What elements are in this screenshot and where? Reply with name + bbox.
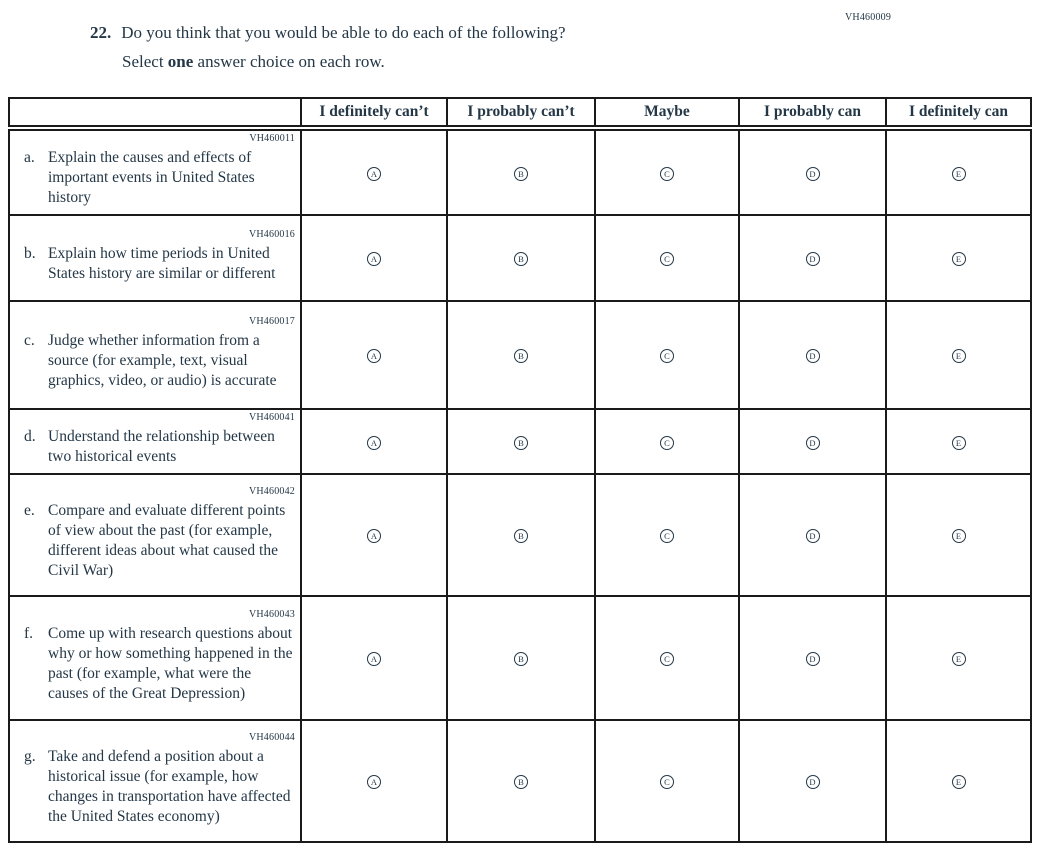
option-cell-c bbox=[595, 128, 739, 215]
table-row-f bbox=[9, 596, 1031, 720]
option-bubble-e[interactable]: E bbox=[952, 529, 966, 543]
option-cell-a bbox=[301, 474, 447, 596]
table-row-g bbox=[9, 720, 1031, 842]
item-letter: f. bbox=[24, 624, 34, 642]
option-bubble-b[interactable]: B bbox=[514, 167, 528, 181]
option-cell-e bbox=[886, 474, 1031, 596]
table-row-d bbox=[9, 409, 1031, 474]
item-text: Explain the causes and effects of important events in United States history bbox=[48, 149, 255, 206]
option-cell-b bbox=[447, 128, 595, 215]
item-letter: g. bbox=[24, 747, 36, 765]
item-letter: a. bbox=[24, 149, 35, 166]
row-label-cell bbox=[9, 474, 301, 596]
option-cell-e bbox=[886, 215, 1031, 301]
item-text: Take and defend a position about a historical issue (for example, how changes in transportation have affected the United States economy) bbox=[48, 747, 291, 825]
item-code: VH460043 bbox=[248, 608, 295, 620]
option-cell-c bbox=[595, 474, 739, 596]
item-text: Compare and evaluate different points of view about the past (for example, different ideas about what caused the Civil War) bbox=[48, 501, 286, 579]
table-row-e bbox=[9, 474, 1031, 596]
option-cell-e bbox=[886, 128, 1031, 215]
column-header-definitely-can: I definitely can bbox=[886, 98, 1031, 128]
option-bubble-c[interactable]: C bbox=[660, 775, 674, 789]
option-bubble-d[interactable]: D bbox=[806, 167, 820, 181]
option-cell-c bbox=[595, 596, 739, 720]
option-cell-a bbox=[301, 409, 447, 474]
row-label-cell bbox=[9, 409, 301, 474]
option-bubble-b[interactable]: B bbox=[514, 436, 528, 450]
question-stem bbox=[90, 23, 566, 43]
option-bubble-b[interactable]: B bbox=[514, 529, 528, 543]
row-label-cell bbox=[9, 596, 301, 720]
page-accession-code: VH460009 bbox=[845, 12, 892, 23]
option-cell-e bbox=[886, 720, 1031, 842]
option-cell-a bbox=[301, 215, 447, 301]
question-instruction bbox=[122, 52, 385, 72]
option-bubble-c[interactable]: C bbox=[660, 167, 674, 181]
option-cell-d bbox=[739, 409, 886, 474]
option-cell-d bbox=[739, 215, 886, 301]
table-row-a bbox=[9, 128, 1031, 215]
option-cell-e bbox=[886, 301, 1031, 409]
column-header-maybe: Maybe bbox=[595, 98, 739, 128]
item-code: VH460042 bbox=[248, 485, 295, 497]
item-letter: b. bbox=[24, 244, 36, 262]
option-cell-c bbox=[595, 409, 739, 474]
option-cell-a bbox=[301, 720, 447, 842]
option-bubble-d[interactable]: D bbox=[806, 775, 820, 789]
option-cell-b bbox=[447, 474, 595, 596]
option-cell-b bbox=[447, 409, 595, 474]
option-cell-d bbox=[739, 301, 886, 409]
option-bubble-d[interactable]: D bbox=[806, 349, 820, 363]
option-cell-a bbox=[301, 128, 447, 215]
option-cell-b bbox=[447, 215, 595, 301]
column-header-definitely-cant: I definitely can’t bbox=[301, 98, 447, 128]
table-row-b bbox=[9, 215, 1031, 301]
item-code: VH460011 bbox=[249, 133, 295, 144]
option-bubble-a[interactable]: A bbox=[367, 349, 381, 363]
option-bubble-c[interactable]: C bbox=[660, 436, 674, 450]
option-bubble-d[interactable]: D bbox=[806, 652, 820, 666]
option-bubble-a[interactable]: A bbox=[367, 167, 381, 181]
instruction-emphasis: one bbox=[167, 52, 194, 71]
row-label-cell bbox=[9, 215, 301, 301]
option-bubble-a[interactable]: A bbox=[367, 529, 381, 543]
option-bubble-a[interactable]: A bbox=[367, 436, 381, 450]
option-cell-b bbox=[447, 720, 595, 842]
item-text: Judge whether information from a source (for example, text, visual graphics, video, or audio) is accurate bbox=[48, 331, 277, 389]
option-bubble-d[interactable]: D bbox=[806, 529, 820, 543]
question-text: Do you think that you would be able to do each of the following? bbox=[121, 23, 566, 42]
option-cell-b bbox=[447, 301, 595, 409]
option-cell-d bbox=[739, 596, 886, 720]
option-bubble-e[interactable]: E bbox=[952, 436, 966, 450]
item-letter: e. bbox=[24, 501, 35, 519]
item-code: VH460041 bbox=[248, 412, 295, 423]
option-bubble-e[interactable]: E bbox=[952, 775, 966, 789]
option-bubble-b[interactable]: B bbox=[514, 252, 528, 266]
option-bubble-a[interactable]: A bbox=[367, 252, 381, 266]
option-bubble-b[interactable]: B bbox=[514, 349, 528, 363]
option-bubble-a[interactable]: A bbox=[367, 652, 381, 666]
column-header-probably-cant: I probably can’t bbox=[447, 98, 595, 128]
option-bubble-c[interactable]: C bbox=[660, 529, 674, 543]
option-bubble-e[interactable]: E bbox=[952, 349, 966, 363]
item-code: VH460016 bbox=[248, 228, 295, 240]
option-bubble-b[interactable]: B bbox=[514, 775, 528, 789]
header-row bbox=[9, 98, 1031, 128]
instruction-suffix: answer choice on each row. bbox=[193, 52, 385, 71]
item-text: Understand the relationship between two historical events bbox=[48, 428, 275, 465]
item-code: VH460044 bbox=[248, 731, 295, 743]
option-cell-c bbox=[595, 215, 739, 301]
option-cell-a bbox=[301, 301, 447, 409]
column-header-probably-can: I probably can bbox=[739, 98, 886, 128]
row-label-cell bbox=[9, 301, 301, 409]
option-cell-d bbox=[739, 720, 886, 842]
option-bubble-d[interactable]: D bbox=[806, 252, 820, 266]
item-text: Come up with research questions about why or how something happened in the past (for example, what were the causes of the Great Depression) bbox=[48, 624, 293, 702]
option-cell-a bbox=[301, 596, 447, 720]
option-cell-e bbox=[886, 596, 1031, 720]
question-number: 22. bbox=[90, 23, 112, 42]
instruction-prefix: Select bbox=[122, 52, 168, 71]
item-code: VH460017 bbox=[248, 315, 295, 327]
item-letter: c. bbox=[24, 331, 35, 349]
option-bubble-c[interactable]: C bbox=[660, 349, 674, 363]
option-bubble-a[interactable]: A bbox=[367, 775, 381, 789]
option-cell-b bbox=[447, 596, 595, 720]
option-bubble-e[interactable]: E bbox=[952, 652, 966, 666]
item-text: Explain how time periods in United States history are similar or different bbox=[48, 244, 276, 282]
option-cell-d bbox=[739, 128, 886, 215]
option-bubble-c[interactable]: C bbox=[660, 252, 674, 266]
option-bubble-b[interactable]: B bbox=[514, 652, 528, 666]
table-row-c bbox=[9, 301, 1031, 409]
option-bubble-e[interactable]: E bbox=[952, 252, 966, 266]
option-bubble-c[interactable]: C bbox=[660, 652, 674, 666]
header-stub-cell bbox=[9, 98, 301, 128]
item-letter: d. bbox=[24, 428, 36, 445]
row-label-cell bbox=[9, 720, 301, 842]
answer-matrix-table bbox=[8, 97, 1032, 843]
option-cell-d bbox=[739, 474, 886, 596]
option-bubble-e[interactable]: E bbox=[952, 167, 966, 181]
row-label-cell bbox=[9, 128, 301, 215]
option-cell-e bbox=[886, 409, 1031, 474]
option-bubble-d[interactable]: D bbox=[806, 436, 820, 450]
option-cell-c bbox=[595, 720, 739, 842]
option-cell-c bbox=[595, 301, 739, 409]
